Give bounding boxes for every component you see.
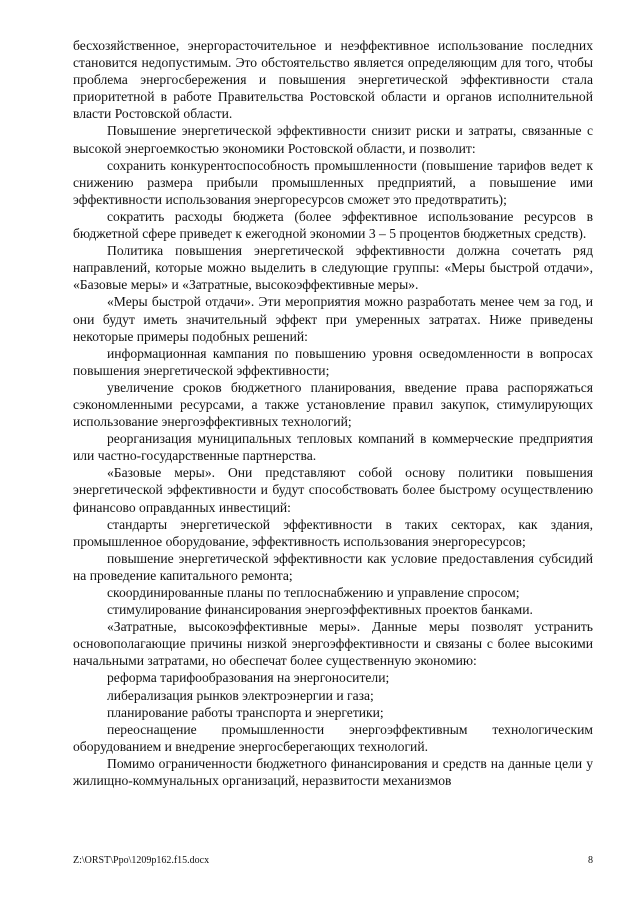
list-item: стандарты энергетической эффективности в таких секторах, как здания, промышленное оборудование, эффективность использования энергоресурсов; bbox=[73, 516, 593, 549]
paragraph: бесхозяйственное, энергорасточительное и неэффективное использование последних становится недопустимым. Это обстоятельство является определяющим для того, чтобы проблема энергосбережения и повышения энергетической эффективности стала приоритетной в работе Правительства Ростовской области и органов исполнительной власти Ростовской области. bbox=[73, 38, 593, 122]
list-item: информационная кампания по повышению уровня осведомленности в вопросах повышения энергетической эффективности; bbox=[73, 345, 593, 378]
list-item: повышение энергетической эффективности как условие предоставления субсидий на проведение капитального ремонта; bbox=[73, 550, 593, 583]
page-number: 8 bbox=[588, 855, 593, 866]
paragraph: «Затратные, высокоэффективные меры». Данные меры позволят устранить основополагающие причины низкой энергоэффективности и связаны с более высокими начальными затратами, но обеспечат более существенную экономию: bbox=[73, 619, 593, 669]
paragraph: «Меры быстрой отдачи». Эти мероприятия можно разработать менее чем за год, и они будут иметь значительный эффект при умеренных затратах. Ниже приведены некоторые примеры подобных решений: bbox=[73, 294, 593, 344]
list-item: планирование работы транспорта и энергетики; bbox=[107, 704, 384, 720]
list-item: реформа тарифообразования на энергоносители; bbox=[107, 670, 390, 686]
file-path: Z:\ORST\Ppo\1209p162.f15.docx bbox=[73, 855, 210, 866]
list-item: переоснащение промышленности энергоэффективным технологическим оборудованием и внедрение энергосберегающих технологий. bbox=[73, 721, 593, 754]
paragraph: Повышение энергетической эффективности снизит риски и затраты, связанные с высокой энергоемкостью экономики Ростовской области, и позволит: bbox=[73, 123, 593, 156]
list-item: сохранить конкурентоспособность промышленности (повышение тарифов ведет к снижению размера прибыли промышленных предприятий, а повышение ими эффективности использования энергоресурсов сможет это предотвратить); bbox=[73, 157, 593, 207]
list-item: сократить расходы бюджета (более эффективное использование ресурсов в бюджетной сфере приведет к ежегодной экономии 3 – 5 процентов бюджетных средств). bbox=[73, 208, 593, 242]
paragraph: Помимо ограниченности бюджетного финансирования и средств на данные цели у жилищно-коммунальных организаций, неразвитости механизмов bbox=[73, 755, 593, 789]
document-body bbox=[73, 37, 593, 789]
list-item: скоординированные планы по теплоснабжению и управление спросом; bbox=[107, 585, 520, 600]
list-item: либерализация рынков электроэнергии и газа; bbox=[107, 687, 374, 703]
paragraph: «Базовые меры». Они представляют собой основу политики повышения энергетической эффективности и будут способствовать более быстрому осуществлению финансово оправданных инвестиций: bbox=[73, 465, 593, 515]
list-item: реорганизация муниципальных тепловых компаний в коммерческие предприятия или частно-государственные партнерства. bbox=[73, 431, 593, 464]
paragraph: Политика повышения энергетической эффективности должна сочетать ряд направлений, которые можно выделить в следующие группы: «Меры быстрой отдачи», «Базовые меры» и «Затратные, высокоэффективные меры». bbox=[73, 243, 593, 293]
list-item: увеличение сроков бюджетного планирования, введение права распоряжаться сэкономленными ресурсами, а также установление правил закупок, стимулирующих использование энергоэффективных технологий; bbox=[73, 379, 593, 430]
list-item: стимулирование финансирования энергоэффективных проектов банками. bbox=[107, 602, 533, 618]
